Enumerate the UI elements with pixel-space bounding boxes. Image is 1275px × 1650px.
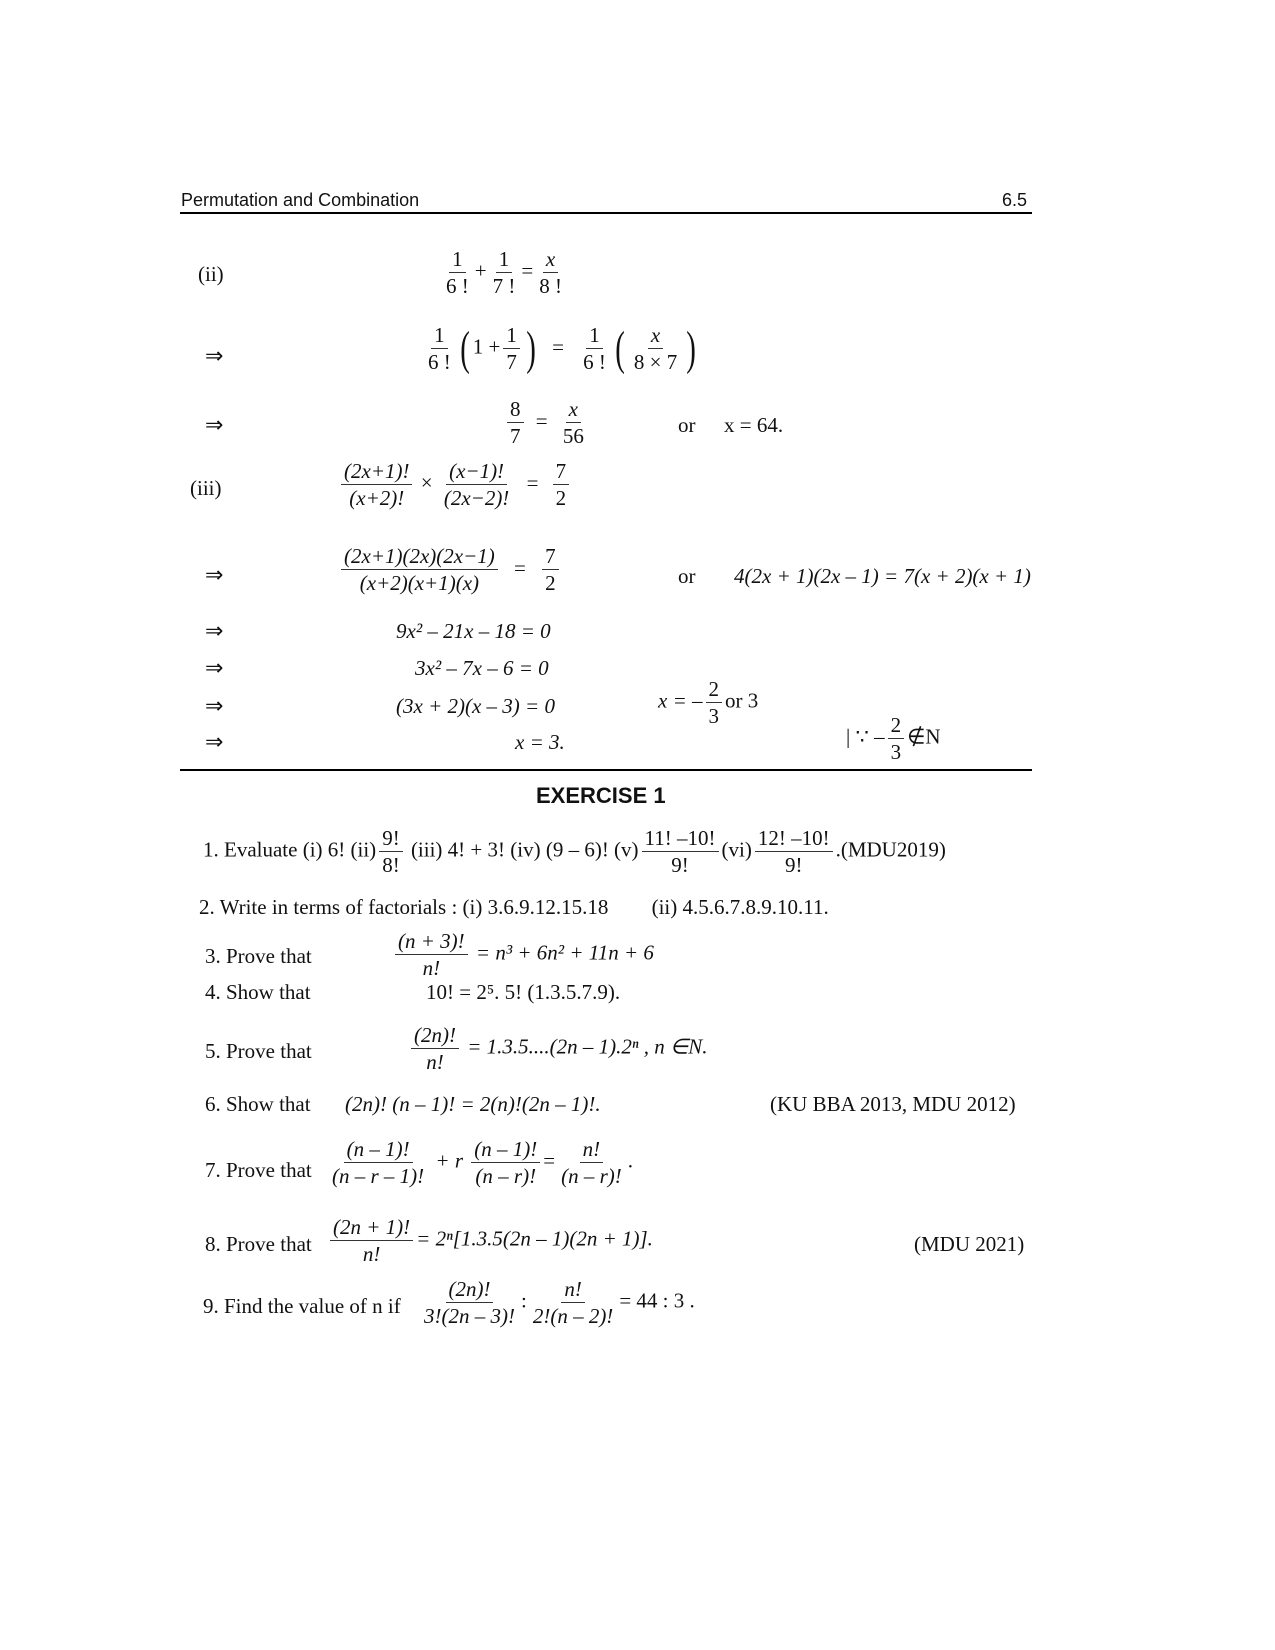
denominator: (2x−2)! bbox=[443, 486, 510, 511]
part-ii-step3 bbox=[504, 396, 590, 450]
denominator: (n – r)! bbox=[475, 1164, 537, 1189]
numerator: 9! bbox=[379, 825, 403, 852]
denominator: 56 bbox=[562, 424, 584, 449]
part-ii-label: (ii) bbox=[198, 262, 224, 286]
numerator: x bbox=[648, 322, 663, 349]
implies-arrow: ⇒ bbox=[205, 655, 224, 680]
numerator: (2n + 1)! bbox=[330, 1214, 413, 1241]
numerator: n! bbox=[580, 1136, 604, 1163]
numerator: 7 bbox=[553, 458, 570, 485]
question-7-formula bbox=[326, 1136, 633, 1190]
equals-sign: = bbox=[535, 408, 548, 433]
numerator: n! bbox=[561, 1276, 585, 1303]
reason-note bbox=[846, 712, 941, 766]
q2-part-ii: (ii) 4.5.6.7.8.9.10.11. bbox=[651, 895, 829, 919]
numerator: 1 bbox=[496, 246, 513, 273]
q8-source: (MDU 2021) bbox=[914, 1232, 1025, 1256]
q1-prefix: 1. Evaluate (i) 6! (ii) bbox=[203, 837, 377, 862]
q8-label: 8. Prove that bbox=[205, 1232, 312, 1256]
numerator: 1 bbox=[503, 322, 520, 349]
or-word: or bbox=[678, 413, 696, 437]
denominator: (x+2)! bbox=[349, 486, 405, 511]
denominator: 9! bbox=[671, 853, 689, 878]
question-3-formula bbox=[392, 928, 654, 982]
times-sign: × bbox=[420, 470, 433, 495]
roots-suffix: or 3 bbox=[725, 688, 759, 713]
denominator: n! bbox=[426, 1050, 444, 1075]
roots-prefix: x = – bbox=[658, 688, 703, 713]
denominator: 6 ! bbox=[583, 350, 606, 375]
q9-rhs: = 44 : 3 . bbox=[619, 1288, 695, 1313]
equals-sign: = bbox=[543, 1148, 556, 1173]
numerator: x bbox=[566, 396, 581, 423]
numerator: 2 bbox=[888, 712, 905, 739]
question-5-formula bbox=[408, 1022, 708, 1076]
plus-r: + r bbox=[435, 1148, 463, 1173]
right-paren: ) bbox=[526, 321, 536, 375]
denominator: 7 bbox=[506, 350, 517, 375]
implies-arrow: ⇒ bbox=[205, 729, 224, 754]
q1-source: .(MDU2019) bbox=[835, 837, 946, 862]
numerator: (2n)! bbox=[446, 1276, 494, 1303]
numerator: (2x+1)! bbox=[341, 458, 412, 485]
equals-sign: = bbox=[514, 555, 526, 580]
or-word: or bbox=[678, 564, 696, 588]
q6-label: 6. Show that bbox=[205, 1092, 311, 1116]
because-symbol: | ∵ – bbox=[846, 724, 885, 749]
q3-rhs: = n³ + 6n² + 11n + 6 bbox=[475, 940, 654, 965]
part-ii-step2 bbox=[422, 322, 699, 376]
result-x-64: x = 64. bbox=[724, 413, 784, 437]
numerator: x bbox=[543, 246, 558, 273]
question-8-formula bbox=[327, 1214, 653, 1268]
numerator: (x−1)! bbox=[446, 458, 507, 485]
equation-quadratic-2: 3x² – 7x – 6 = 0 bbox=[415, 656, 549, 680]
numerator: (n + 3)! bbox=[395, 928, 468, 955]
denominator: 7 ! bbox=[492, 274, 516, 299]
q8-rhs: = 2ⁿ[1.3.5(2n – 1)(2n + 1)]. bbox=[416, 1226, 653, 1251]
denominator: 2 bbox=[545, 571, 556, 596]
q6-expression: (2n)! (n – 1)! = 2(n)!(2n – 1)!. bbox=[345, 1092, 601, 1116]
numerator: (2n)! bbox=[411, 1022, 459, 1049]
header-rule bbox=[180, 212, 1032, 214]
denominator: 3 bbox=[708, 704, 719, 729]
numerator: 11! –10! bbox=[642, 825, 719, 852]
denominator: 8 × 7 bbox=[633, 350, 678, 375]
exercise-title: EXERCISE 1 bbox=[536, 783, 666, 808]
numerator: (2x+1)(2x)(2x−1) bbox=[341, 543, 498, 570]
denominator: 2!(n – 2)! bbox=[532, 1304, 614, 1329]
section-rule bbox=[180, 769, 1032, 771]
implies-arrow: ⇒ bbox=[205, 412, 224, 437]
equation-quadratic-1: 9x² – 21x – 18 = 0 bbox=[396, 619, 551, 643]
implies-arrow: ⇒ bbox=[205, 343, 224, 368]
right-paren: ) bbox=[686, 321, 697, 375]
running-header-title: Permutation and Combination bbox=[181, 190, 420, 210]
denominator: (n – r)! bbox=[561, 1164, 622, 1189]
final-answer: x = 3. bbox=[515, 730, 565, 754]
implies-arrow: ⇒ bbox=[205, 618, 224, 643]
denominator: 9! bbox=[784, 853, 803, 878]
implies-arrow: ⇒ bbox=[205, 693, 224, 718]
alternate-equation: 4(2x + 1)(2x – 1) = 7(x + 2)(x + 1) bbox=[734, 564, 1031, 588]
q5-rhs: = 1.3.5....(2n – 1).2ⁿ , n ∈N. bbox=[467, 1034, 708, 1059]
page-number: 6.5 bbox=[1002, 190, 1028, 210]
q2-text: 2. Write in terms of factorials : (i) 3.6.9.12.15.18 bbox=[199, 895, 609, 919]
q7-label: 7. Prove that bbox=[205, 1158, 312, 1182]
q1-middle: (iii) 4! + 3! (iv) (9 – 6)! (v) bbox=[410, 837, 639, 862]
equation-factored: (3x + 2)(x – 3) = 0 bbox=[396, 694, 555, 718]
q6-source: (KU BBA 2013, MDU 2012) bbox=[770, 1092, 1016, 1116]
q4-expression: 10! = 2⁵. 5! (1.3.5.7.9). bbox=[426, 980, 621, 1004]
denominator: 7 bbox=[510, 424, 521, 449]
q3-label: 3. Prove that bbox=[205, 944, 312, 968]
part-iii-step2 bbox=[338, 543, 562, 597]
term: 1 + bbox=[472, 334, 501, 359]
denominator: 8 ! bbox=[539, 274, 562, 299]
denominator: 2 bbox=[555, 486, 567, 511]
numerator: (n – 1)! bbox=[344, 1136, 413, 1163]
denominator: 8! bbox=[382, 853, 400, 878]
equals-sign: = bbox=[552, 334, 564, 359]
denominator: 3!(2n – 3)! bbox=[424, 1304, 515, 1329]
q1-part-vi: (vi) bbox=[721, 837, 752, 862]
implies-arrow: ⇒ bbox=[205, 562, 224, 587]
part-iii-label: (iii) bbox=[190, 476, 222, 500]
numerator: 1 bbox=[431, 322, 448, 349]
numerator: 1 bbox=[449, 246, 466, 273]
not-in-n: ∉N bbox=[907, 724, 941, 749]
denominator: 6 ! bbox=[428, 350, 451, 375]
question-1 bbox=[203, 825, 946, 879]
part-iii-step1 bbox=[338, 458, 572, 512]
denominator: 3 bbox=[890, 740, 902, 765]
numerator: 7 bbox=[542, 543, 559, 570]
ratio-colon: : bbox=[520, 1288, 527, 1313]
numerator: (n – 1)! bbox=[471, 1136, 540, 1163]
roots bbox=[658, 676, 758, 730]
q9-label: 9. Find the value of n if bbox=[203, 1294, 401, 1318]
part-ii-step1 bbox=[440, 246, 568, 300]
denominator: 6 ! bbox=[446, 274, 469, 299]
denominator: (x+2)(x+1)(x) bbox=[359, 571, 480, 596]
denominator: n! bbox=[362, 1242, 381, 1267]
plus-sign: + bbox=[474, 258, 487, 283]
numerator: 2 bbox=[706, 676, 723, 703]
denominator: (n – r – 1)! bbox=[332, 1164, 425, 1189]
left-paren: ( bbox=[615, 321, 625, 375]
numerator: 1 bbox=[586, 322, 603, 349]
question-2 bbox=[199, 895, 829, 920]
denominator: n! bbox=[422, 956, 441, 981]
period: . bbox=[627, 1148, 633, 1173]
numerator: 12! –10! bbox=[755, 825, 833, 852]
q5-label: 5. Prove that bbox=[205, 1039, 312, 1063]
q4-label: 4. Show that bbox=[205, 980, 311, 1004]
equals-sign: = bbox=[521, 258, 534, 283]
numerator: 8 bbox=[507, 396, 524, 423]
left-paren: ( bbox=[459, 321, 470, 375]
equals-sign: = bbox=[526, 470, 539, 495]
question-9-formula bbox=[418, 1276, 695, 1330]
